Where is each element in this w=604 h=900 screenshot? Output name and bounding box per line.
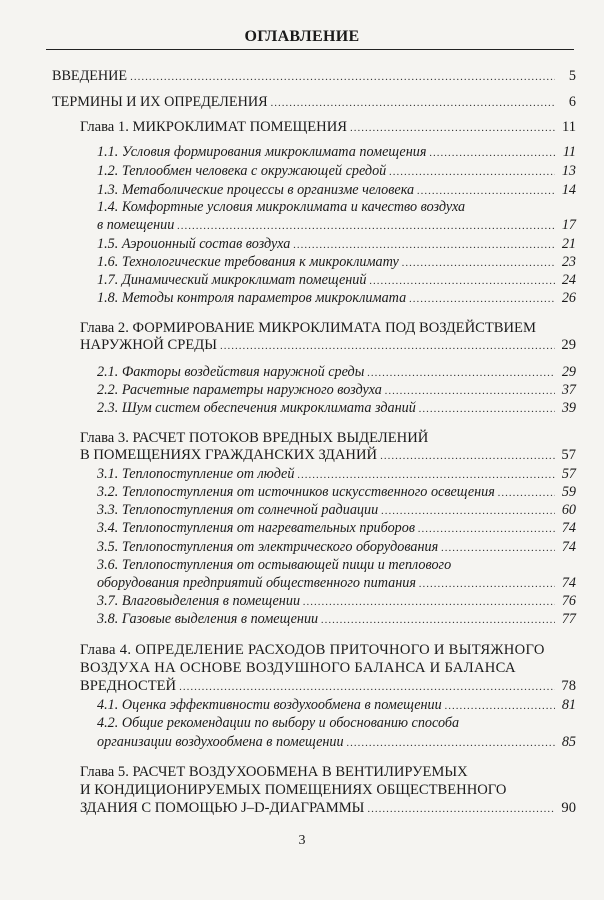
toc-entry-text: ЗДАНИЯ С ПОМОЩЬЮ J–D-ДИАГРАММЫ — [80, 800, 365, 816]
leader-dots — [367, 799, 555, 819]
toc-entry-text: ВРЕДНОСТЕЙ — [80, 678, 177, 694]
leader-dots — [321, 610, 555, 630]
toc-entry-text: 1.7. Динамический микроклимат помещений — [97, 272, 367, 288]
toc-entry-chapter-4-line1[interactable]: Глава 4. ОПРЕДЕЛЕНИЕ РАСХОДОВ ПРИТОЧНОГО И ВЫТЯЖНОГО — [80, 642, 545, 658]
toc-entry-page: 57 — [561, 447, 576, 463]
toc-entry-1-1[interactable] — [97, 142, 576, 162]
toc-entry-text: 1.3. Метаболические процессы в организме человека — [97, 182, 415, 198]
toc-entry-text: в помещении — [97, 217, 175, 233]
toc-entry-4-2-line1[interactable]: 4.2. Общие рекомендации по выбору и обоснованию способа — [97, 715, 460, 731]
toc-entry-3-1[interactable] — [97, 464, 576, 484]
toc-entry-page: 57 — [561, 466, 576, 482]
toc-entry-chapter-5-line1[interactable]: Глава 5. РАСЧЕТ ВОЗДУХООБМЕНА В ВЕНТИЛИРУЕМЫХ — [80, 764, 468, 780]
toc-entry-text: 3.2. Теплопоступления от источников искусственного освещения — [97, 484, 495, 500]
toc-entry-chapter-4-line2[interactable]: ВОЗДУХА НА ОСНОВЕ ВОЗДУШНОГО БАЛАНСА И БАЛАНСА — [80, 660, 516, 676]
toc-entry-1-7[interactable] — [97, 270, 576, 290]
toc-entry-text: 3.5. Теплопоступления от электрического оборудования — [97, 539, 439, 555]
toc-entry-text: 1.8. Методы контроля параметров микроклимата — [97, 290, 407, 306]
toc-entry-1-5[interactable] — [97, 234, 576, 254]
toc-entry-text: 2.1. Факторы воздействия наружной среды — [97, 364, 365, 380]
toc-entry-page: 74 — [561, 539, 576, 555]
toc-entry-text: 3.1. Теплопоступление от людей — [97, 466, 295, 482]
toc-entry-3-8[interactable] — [97, 609, 576, 629]
toc-entry-3-7[interactable] — [97, 591, 576, 611]
toc-entry-page: 13 — [561, 163, 576, 179]
toc-entry-1-8[interactable] — [97, 288, 576, 308]
toc-entry-1-2[interactable] — [97, 161, 576, 181]
toc-entry-3-5[interactable] — [97, 537, 576, 557]
toc-entry-page: 24 — [561, 272, 576, 288]
leader-dots — [409, 289, 555, 309]
toc-entry-text: 1.6. Технологические требования к микроклимату — [97, 254, 399, 270]
toc-entry-text: 3.7. Влаговыделения в помещении — [97, 593, 301, 609]
toc-entry-intro[interactable] — [52, 66, 576, 86]
toc-entry-text: ВВЕДЕНИЕ — [52, 68, 128, 84]
toc-entry-page: 17 — [561, 217, 576, 233]
toc-entry-2-1[interactable] — [97, 362, 576, 382]
leader-dots — [130, 67, 555, 87]
toc-entry-1-4[interactable] — [97, 215, 576, 235]
leader-dots — [380, 446, 555, 466]
toc-entry-chapter-2-line1[interactable]: Глава 2. ФОРМИРОВАНИЕ МИКРОКЛИМАТА ПОД ВОЗДЕЙСТВИЕМ — [80, 320, 536, 336]
toc-entry-4-2[interactable] — [97, 732, 576, 752]
leader-dots — [347, 733, 555, 753]
toc-entry-page: 74 — [561, 520, 576, 536]
toc-entry-page: 90 — [561, 800, 576, 816]
toc-entry-page: 78 — [561, 678, 576, 694]
toc-entry-text: 2.2. Расчетные параметры наружного воздуха — [97, 382, 382, 398]
toc-entry-page: 26 — [561, 290, 576, 306]
leader-dots — [271, 93, 555, 113]
toc-entry-text: оборудования предприятий общественного питания — [97, 575, 416, 591]
page-number: 3 — [298, 833, 306, 848]
toc-entry-terms[interactable] — [52, 92, 576, 112]
toc-entry-1-4-line1[interactable]: 1.4. Комфортные условия микроклимата и качество воздуха — [97, 199, 466, 215]
toc-entry-page: 23 — [561, 254, 576, 270]
toc-entry-page: 85 — [561, 734, 576, 750]
leader-dots — [418, 519, 555, 539]
toc-entry-page: 29 — [561, 364, 576, 380]
toc-entry-text: 4.1. Оценка эффективности воздухообмена в помещении — [97, 697, 442, 713]
toc-entry-text: Глава 1. МИКРОКЛИМАТ ПОМЕЩЕНИЯ — [80, 119, 347, 135]
toc-entry-text: организации воздухообмена в помещении — [97, 734, 344, 750]
toc-entry-text: 2.3. Шум систем обеспечения микроклимата зданий — [97, 400, 416, 416]
leader-dots — [177, 216, 555, 236]
toc-entry-text: 1.2. Теплообмен человека с окружающей средой — [97, 163, 387, 179]
leader-dots — [441, 538, 555, 558]
toc-entry-text: 3.3. Теплопоступления от солнечной радиации — [97, 502, 379, 518]
toc-entry-3-6[interactable] — [97, 573, 576, 593]
toc-entry-2-2[interactable] — [97, 380, 576, 400]
leader-dots — [389, 162, 555, 182]
toc-entry-page: 11 — [561, 119, 576, 135]
toc-entry-page: 5 — [568, 68, 576, 84]
toc-entry-page: 77 — [561, 611, 576, 627]
toc-entry-3-3[interactable] — [97, 500, 576, 520]
toc-entry-chapter-2[interactable] — [80, 335, 576, 355]
toc-entry-chapter-5-line2[interactable]: И КОНДИЦИОНИРУЕМЫХ ПОМЕЩЕНИЯХ ОБЩЕСТВЕННОГО — [80, 782, 507, 798]
toc-entry-page: 21 — [561, 236, 576, 252]
toc-entry-chapter-3[interactable] — [80, 445, 576, 465]
toc-entry-3-4[interactable] — [97, 518, 576, 538]
toc-entry-text: 3.8. Газовые выделения в помещении — [97, 611, 319, 627]
toc-entry-4-1[interactable] — [97, 695, 576, 715]
toc-entry-page: 29 — [561, 337, 576, 353]
toc-entry-page: 74 — [561, 575, 576, 591]
toc-entry-chapter-3-line1[interactable]: Глава 3. РАСЧЕТ ПОТОКОВ ВРЕДНЫХ ВЫДЕЛЕНИЙ — [80, 430, 429, 446]
toc-entry-chapter-1[interactable] — [80, 117, 576, 137]
toc-entry-3-2[interactable] — [97, 482, 576, 502]
toc-entry-2-3[interactable] — [97, 398, 576, 418]
toc-entry-chapter-4[interactable] — [80, 676, 576, 696]
toc-entry-page: 60 — [561, 502, 576, 518]
leader-dots — [220, 336, 555, 356]
toc-entry-text: 1.1. Условия формирования микроклимата помещения — [97, 144, 427, 160]
toc-entry-text: 3.4. Теплопоступления от нагревательных приборов — [97, 520, 416, 536]
toc-entry-page: 11 — [562, 144, 576, 160]
leader-dots — [445, 696, 555, 716]
toc-entry-text: В ПОМЕЩЕНИЯХ ГРАЖДАНСКИХ ЗДАНИЙ — [80, 447, 378, 463]
toc-entry-text: 1.5. Аэроионный состав воздуха — [97, 236, 291, 252]
toc-entry-page: 81 — [561, 697, 576, 713]
leader-dots — [429, 143, 555, 163]
toc-entry-page: 14 — [561, 182, 576, 198]
toc-entry-page: 59 — [561, 484, 576, 500]
leader-dots — [419, 399, 555, 419]
toc-entry-page: 76 — [561, 593, 576, 609]
toc-entry-chapter-5[interactable] — [80, 798, 576, 818]
leader-dots — [350, 118, 555, 138]
toc-entry-1-6[interactable] — [97, 252, 576, 272]
leader-dots — [179, 677, 555, 697]
toc-entry-page: 6 — [568, 94, 576, 110]
toc-entry-page: 37 — [561, 382, 576, 398]
toc-entry-text: ТЕРМИНЫ И ИХ ОПРЕДЕЛЕНИЯ — [52, 94, 268, 110]
toc-entry-page: 39 — [561, 400, 576, 416]
toc-entry-text: НАРУЖНОЙ СРЕДЫ — [80, 337, 217, 353]
toc-entry-3-6-line1[interactable]: 3.6. Теплопоступления от остывающей пищи и теплового — [97, 557, 452, 573]
toc-title: ОГЛАВЛЕНИЕ — [244, 28, 360, 45]
